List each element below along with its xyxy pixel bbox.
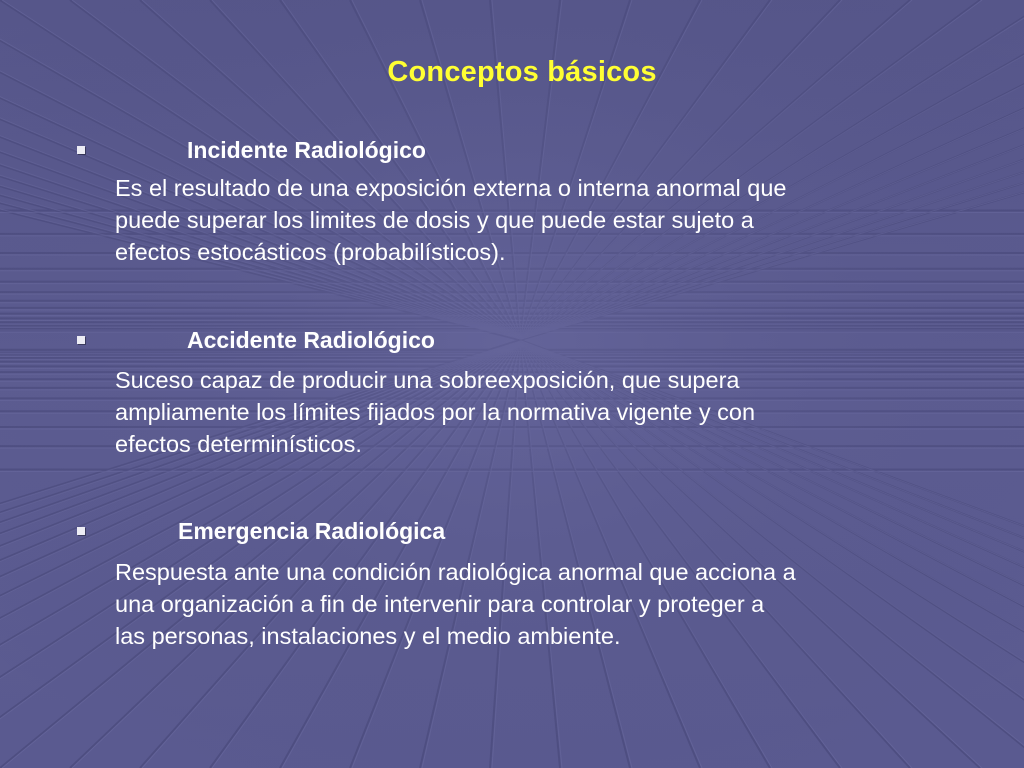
definition-line: efectos estocásticos (probabilísticos).: [115, 239, 506, 265]
definition-line: las personas, instalaciones y el medio ambiente.: [115, 623, 621, 649]
definition-line: Respuesta ante una condición radiológica anormal que acciona a: [115, 559, 796, 585]
term-label: Incidente Radiológico: [187, 137, 426, 163]
definition-line: puede superar los limites de dosis y que puede estar sujeto a: [115, 207, 754, 233]
slide-title: Conceptos básicos: [387, 56, 657, 88]
square-bullet-icon: [77, 336, 85, 344]
definition-line: Es el resultado de una exposición externa o interna anormal que: [115, 175, 787, 201]
square-bullet-icon: [77, 146, 85, 154]
square-bullet-icon: [77, 527, 85, 535]
term-label: Emergencia Radiológica: [178, 518, 446, 544]
definition-text: [115, 364, 965, 460]
definition-line: una organización a fin de intervenir para controlar y proteger a: [115, 591, 765, 617]
term-label: Accidente Radiológico: [187, 327, 435, 353]
definition-line: efectos determinísticos.: [115, 431, 362, 457]
definition-line: Suceso capaz de producir una sobreexposición, que supera: [115, 367, 740, 393]
definition-text: [115, 556, 965, 652]
definition-text: [115, 172, 965, 268]
definition-line: ampliamente los límites fijados por la normativa vigente y con: [115, 399, 756, 425]
